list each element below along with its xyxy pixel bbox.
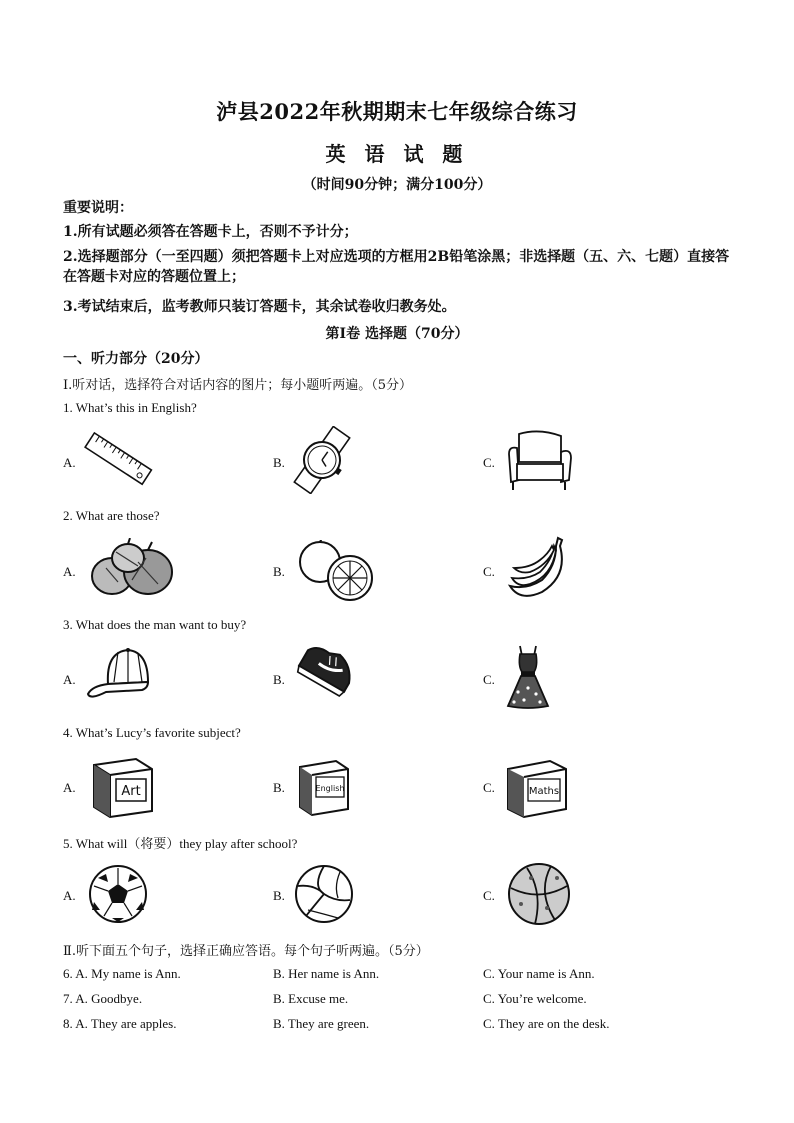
exam-title: 泸县2022年秋期期末七年级综合练习 <box>216 99 578 124</box>
section-1-instruction: Ⅰ.听对话，选择符合对话内容的图片；每小题听两遍。（5分） <box>63 378 413 393</box>
volleyball-icon <box>294 864 354 924</box>
option-letter: C. <box>483 455 495 470</box>
soccer-ball-icon <box>88 864 148 924</box>
apples-icon <box>88 538 178 598</box>
volume-title: 第Ⅰ卷 选择题（70分） <box>325 326 469 342</box>
answer-7-a: 7. A. Goodbye. <box>63 991 143 1006</box>
maths-book-icon <box>504 757 570 819</box>
note-3: 3.考试结束后，监考教师只装订答题卡，其余试卷收归教务处。 <box>63 299 456 315</box>
question-1: 1. What’s this in English? <box>63 400 197 415</box>
question-2: 2. What are those? <box>63 508 160 523</box>
answer-6-a: 6. A. My name is Ann. <box>63 966 181 981</box>
book-label: Art <box>121 784 141 799</box>
armchair-icon <box>505 428 573 492</box>
cap-icon <box>86 646 152 708</box>
answer-7-c: C. You’re welcome. <box>483 991 587 1006</box>
book-label: Maths <box>528 786 560 797</box>
option-letter: B. <box>273 564 285 579</box>
option-letter: A. <box>63 564 76 579</box>
question-3: 3. What does the man want to buy? <box>63 617 247 632</box>
option-letter: B. <box>273 780 285 795</box>
answer-8-a: 8. A. They are apples. <box>63 1016 177 1031</box>
art-book-icon <box>90 755 158 819</box>
question-4: 4. What’s Lucy’s favorite subject? <box>63 725 241 740</box>
section-2-instruction: Ⅱ.听下面五个句子，选择正确应答语。每个句子听两遍。（5分） <box>63 944 429 959</box>
option-letter: C. <box>483 672 495 687</box>
time-info: （时间90分钟；满分100分） <box>302 177 492 193</box>
note-2: 2.选择题部分（一至四题）须把答题卡上对应选项的方框用2B铅笔涂黑；非选择题（五、六、七题）直接答在答题卡对应的答题位置上； <box>63 249 730 285</box>
option-letter: A. <box>63 888 76 903</box>
answer-8-c: C. They are on the desk. <box>483 1016 610 1031</box>
ruler-icon <box>82 428 154 490</box>
bananas-icon <box>506 536 570 602</box>
notes-heading: 重要说明： <box>63 200 133 216</box>
answer-6-c: C. Your name is Ann. <box>483 966 595 981</box>
basketball-icon <box>507 862 571 926</box>
option-letter: A. <box>63 672 76 687</box>
option-letter: B. <box>273 672 285 687</box>
option-letter: C. <box>483 564 495 579</box>
answer-8-b: B. They are green. <box>273 1016 370 1031</box>
note-1: 1.所有试题必须答在答题卡上，否则不予计分； <box>63 224 358 240</box>
english-book-icon <box>296 757 352 817</box>
option-letter: B. <box>273 455 285 470</box>
subject-title: 英 语 试 题 <box>325 142 469 166</box>
option-letter: A. <box>63 455 76 470</box>
watch-icon <box>292 426 352 494</box>
sneaker-icon <box>296 640 356 702</box>
option-letter: C. <box>483 780 495 795</box>
answer-6-b: B. Her name is Ann. <box>273 966 380 981</box>
option-letter: B. <box>273 888 285 903</box>
orange-icon <box>298 540 374 602</box>
answer-7-b: B. Excuse me. <box>273 991 349 1006</box>
option-letter: A. <box>63 780 76 795</box>
part-heading: 一、听力部分（20分） <box>63 351 209 367</box>
dress-icon <box>506 644 550 710</box>
book-label: English <box>315 784 345 793</box>
question-5: 5. What will（将要）they play after school? <box>63 836 298 851</box>
option-letter: C. <box>483 888 495 903</box>
